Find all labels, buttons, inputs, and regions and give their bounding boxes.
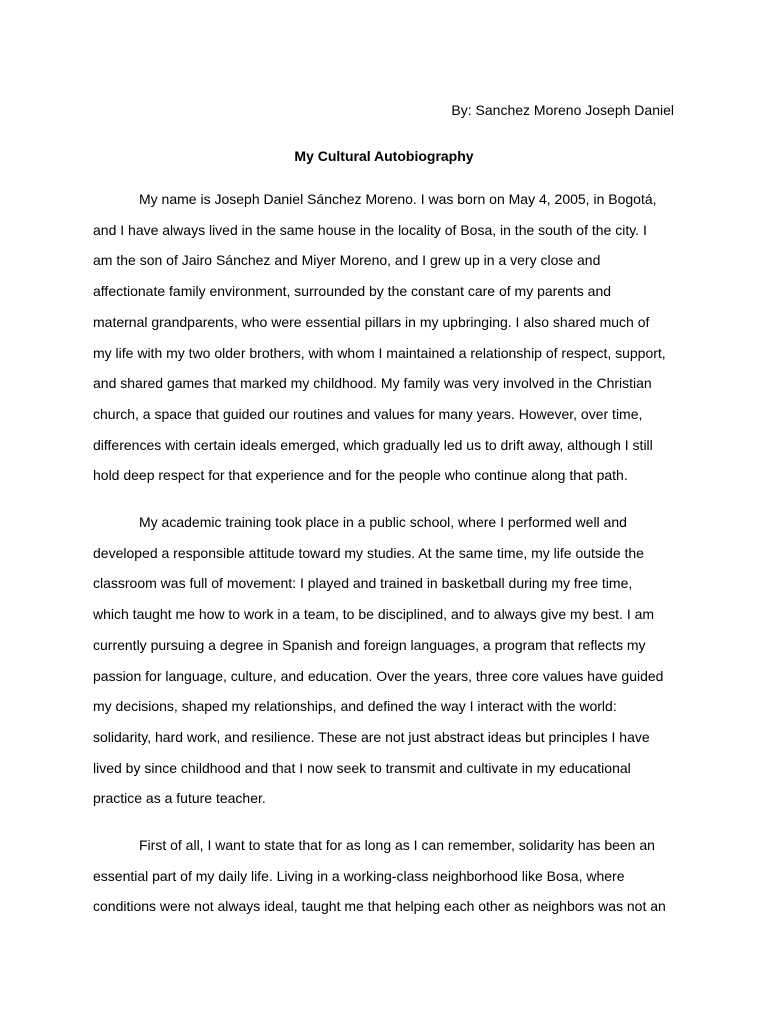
text-line: First of all, I want to state that for as long as I can remember, solidarity has been an [139, 837, 655, 853]
text-line: classroom was full of movement: I played and trained in basketball during my free time, [93, 575, 633, 592]
text-line: differences with certain ideals emerged, which gradually led us to drift away, although I still [93, 436, 653, 453]
text-line: affectionate family environment, surrounded by the constant care of my parents and [93, 283, 612, 300]
text-line: conditions were not always ideal, taught me that helping each other as neighbors was not an [93, 898, 666, 915]
text-line: and I have always lived in the same house in the locality of Bosa, in the south of the city. I [93, 221, 647, 238]
text-line: lived by since childhood and that I now seek to transmit and cultivate in my educational [93, 759, 631, 776]
paragraph-2 [93, 507, 683, 814]
text-line: practice as a future teacher. [93, 790, 266, 807]
text-line: my decisions, shaped my relationships, and defined the way I interact with the world: [93, 698, 617, 715]
text-line: essential part of my daily life. Living in a working-class neighborhood like Bosa, where [93, 867, 625, 884]
document-title: My Cultural Autobiography [294, 148, 474, 164]
text-line: which taught me how to work in a team, to be disciplined, and to always give my best. I am [93, 606, 655, 623]
text-line: church, a space that guided our routines and values for many years. However, over time, [93, 405, 643, 422]
text-line: solidarity, hard work, and resilience. These are not just abstract ideas but principles I have [93, 728, 650, 745]
text-line: and shared games that marked my childhood. My family was very involved in the Christian [93, 375, 652, 392]
text-line: My academic training took place in a public school, where I performed well and [139, 514, 627, 530]
text-line: am the son of Jairo Sánchez and Miyer Moreno, and I grew up in a very close and [93, 252, 601, 269]
paragraph-1 [93, 184, 683, 491]
text-line: currently pursuing a degree in Spanish and foreign languages, a program that reflects my [93, 636, 646, 653]
text-line: maternal grandparents, who were essential pillars in my upbringing. I also shared much of [93, 313, 650, 330]
text-line: developed a responsible attitude toward my studies. At the same time, my life outside the [93, 544, 644, 561]
text-line: hold deep respect for that experience and for the people who continue along that path. [93, 467, 628, 484]
paragraph-3 [93, 830, 683, 922]
text-line: My name is Joseph Daniel Sánchez Moreno. I was born on May 4, 2005, in Bogotá, [139, 191, 657, 207]
text-line: my life with my two older brothers, with whom I maintained a relationship of respect, support, [93, 344, 666, 361]
author-line: By: Sanchez Moreno Joseph Daniel [451, 102, 674, 118]
text-line: passion for language, culture, and education. Over the years, three core values have guided [93, 667, 664, 684]
